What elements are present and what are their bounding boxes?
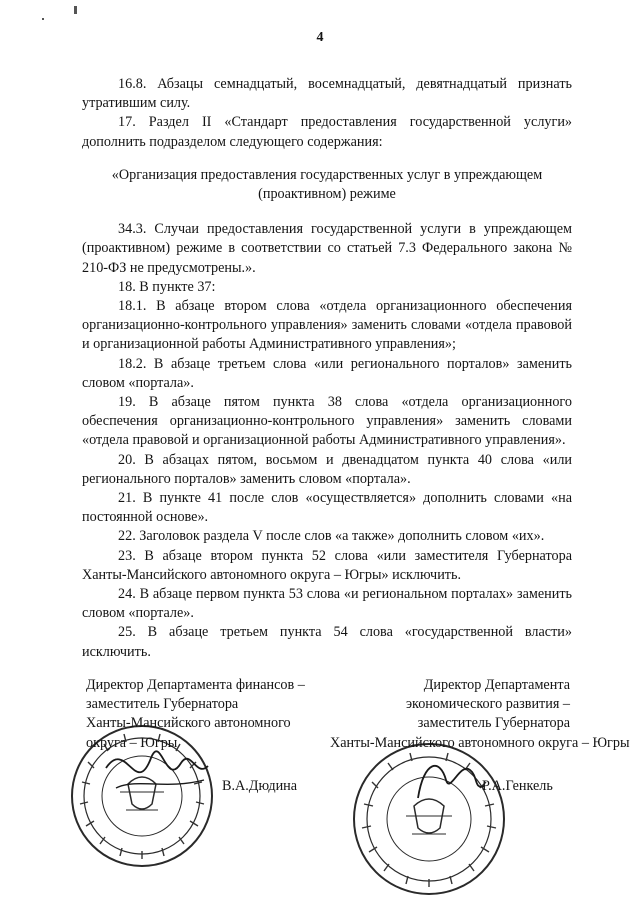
signatory-title: заместитель Губернатора — [417, 715, 570, 732]
handwritten-signature-right — [410, 750, 490, 810]
paragraph: 34.3. Случаи предоставления государственной услуги в упреждающем (проактивном) режиме в соответствии со статьей 7.3 Федерального закона № 210-ФЗ не предусмотрены.». — [82, 221, 572, 276]
paragraph: 20. В абзацах пятом, восьмом и двенадцатом пункта 40 слова «или регионального порталов» заменить словом «портала». — [82, 451, 572, 487]
subsection-heading: «Организация предоставления государственных услуг в упреждающем (проактивном) режиме — [111, 166, 543, 203]
signatory-title: Директор Департамента финансов – — [86, 677, 305, 693]
signatory-name-right: Р.А.Генкель — [482, 778, 553, 794]
signature-block-right — [330, 676, 630, 753]
paragraph: 19. В абзаце пятом пункта 38 слова «отдела организационного обеспечения организационно-контрольного управления» заменить словами «отдела правовой и организационной работы Административного управления». — [82, 394, 572, 449]
page-number: 4 — [316, 30, 324, 45]
scan-mark — [74, 6, 77, 14]
paragraph: 18.1. В абзаце втором слова «отдела организационного обеспечения организационно-контрольного управления» заменить словами «отдела правовой и организационной работы Административного управления»; — [82, 298, 572, 353]
signatory-title: заместитель Губернатора — [86, 696, 239, 713]
paragraph: 18.2. В абзаце третьем слова «или регионального порталов» заменить словом «портала». — [82, 355, 572, 391]
signatory-title: Ханты-Мансийского автономного — [86, 715, 291, 732]
signatory-title: Ханты-Мансийского автономного округа – Югры — [330, 734, 630, 751]
paragraph: 17. Раздел II «Стандарт предоставления государственной услуги» дополнить подразделом следующего содержания: — [82, 114, 572, 150]
document-body — [82, 75, 572, 662]
signature-block-left — [86, 676, 346, 753]
signatory-title: Директор Департамента — [423, 677, 570, 693]
paragraph: 21. В пункте 41 после слов «осуществляется» дополнить словами «на постоянной основе». — [82, 490, 572, 526]
signatory-title: экономического развития – — [405, 696, 570, 713]
signatory-title: округа – Югры — [86, 734, 178, 751]
paragraph: 24. В абзаце первом пункта 53 слова «и региональном порталах» заменить словом «портале». — [82, 586, 572, 622]
paragraph: 23. В абзаце втором пункта 52 слова «или заместителя Губернатора Ханты-Мансийского автономного округа – Югры» исключить. — [82, 547, 572, 583]
paragraph: 16.8. Абзацы семнадцатый, восемнадцатый, девятнадцатый признать утратившим силу. — [82, 76, 572, 112]
paragraph: 22. Заголовок раздела V после слов «а также» дополнить словом «их». — [118, 528, 545, 545]
paragraph: 25. В абзаце третьем пункта 54 слова «государственной власти» исключить. — [82, 624, 572, 660]
scan-mark — [42, 18, 44, 20]
signatory-name-left: В.А.Дюдина — [222, 778, 298, 794]
paragraph: 18. В пункте 37: — [118, 278, 216, 295]
